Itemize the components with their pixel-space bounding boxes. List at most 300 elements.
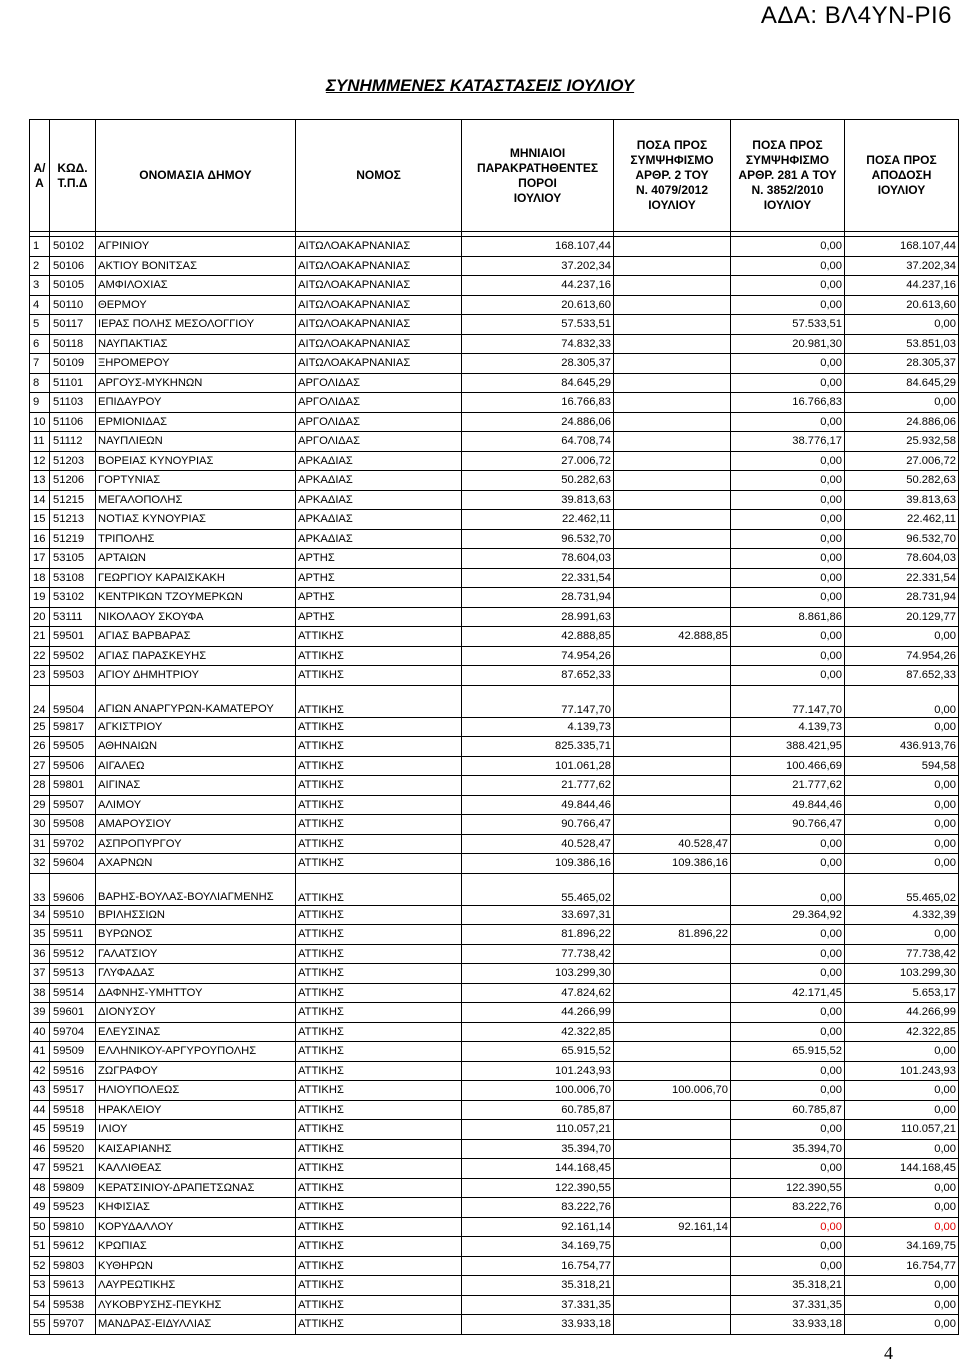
table-row [30, 1022, 959, 1042]
row-symps1: 42.888,85 [614, 627, 731, 647]
row-symps2: 0,00 [731, 295, 845, 315]
row-symps2: 0,00 [731, 451, 845, 471]
row-symps1 [614, 1237, 731, 1257]
row-kod: 53105 [50, 549, 96, 569]
row-nomos: ΑΡΚΑΔΙΑΣ [296, 471, 462, 491]
row-aa: 21 [30, 627, 50, 647]
row-aa: 3 [30, 276, 50, 296]
table-row [30, 568, 959, 588]
row-nomos: ΑΤΤΙΚΗΣ [296, 1315, 462, 1335]
row-aa: 19 [30, 588, 50, 608]
row-name: ΚΑΛΛΙΘΕΑΣ [96, 1159, 296, 1179]
table-row [30, 529, 959, 549]
row-name: ΗΡΑΚΛΕΙΟΥ [96, 1100, 296, 1120]
row-apodosi: 37.202,34 [845, 256, 959, 276]
row-apodosi: 78.604,03 [845, 549, 959, 569]
table-row [30, 607, 959, 627]
row-aa: 30 [30, 815, 50, 835]
row-kod: 59810 [50, 1217, 96, 1237]
row-kod: 51103 [50, 393, 96, 413]
row-monthly: 40.528,47 [462, 834, 614, 854]
row-monthly: 21.777,62 [462, 776, 614, 796]
row-name: ΚΕΡΑΤΣΙΝΙΟΥ-ΔΡΑΠΕΤΣΩΝΑΣ [96, 1178, 296, 1198]
row-name: ΤΡΙΠΟΛΗΣ [96, 529, 296, 549]
row-name: ΝΑΥΠΛΙΕΩΝ [96, 432, 296, 452]
row-symps1 [614, 964, 731, 984]
row-symps1 [614, 756, 731, 776]
table-row [30, 795, 959, 815]
row-symps1 [614, 795, 731, 815]
row-symps2: 0,00 [731, 549, 845, 569]
header-symps1: ΠΟΣΑ ΠΡΟΣ ΣΥΜΨΗΦΙΣΜΟ ΑΡΘΡ. 2 ΤΟΥ Ν. 4079/2012 ΙΟΥΛΙΟΥ [614, 120, 731, 232]
row-aa: 51 [30, 1237, 50, 1257]
table-row [30, 393, 959, 413]
row-apodosi: 42.322,85 [845, 1022, 959, 1042]
row-aa: 7 [30, 354, 50, 374]
row-name: ΕΛΛΗΝΙΚΟΥ-ΑΡΓΥΡΟΥΠΟΛΗΣ [96, 1042, 296, 1062]
row-symps2: 0,00 [731, 1081, 845, 1101]
row-symps1 [614, 373, 731, 393]
row-symps2: 60.785,87 [731, 1100, 845, 1120]
row-aa: 46 [30, 1139, 50, 1159]
row-kod: 59510 [50, 905, 96, 925]
row-apodosi: 0,00 [845, 1198, 959, 1218]
row-aa: 33 [30, 873, 50, 905]
row-symps1 [614, 1295, 731, 1315]
table-row [30, 1100, 959, 1120]
row-apodosi: 0,00 [845, 925, 959, 945]
row-aa: 6 [30, 334, 50, 354]
row-monthly: 87.652,33 [462, 666, 614, 686]
row-nomos: ΑΤΤΙΚΗΣ [296, 756, 462, 776]
row-nomos: ΑΡΤΗΣ [296, 549, 462, 569]
row-nomos: ΑΡΓΟΛΙΔΑΣ [296, 393, 462, 413]
row-symps1 [614, 568, 731, 588]
row-nomos: ΑΤΤΙΚΗΣ [296, 854, 462, 874]
row-apodosi: 168.107,44 [845, 237, 959, 257]
row-symps1 [614, 607, 731, 627]
row-apodosi: 0,00 [845, 393, 959, 413]
row-aa: 39 [30, 1003, 50, 1023]
row-apodosi: 50.282,63 [845, 471, 959, 491]
row-monthly: 57.533,51 [462, 315, 614, 335]
row-monthly: 24.886,06 [462, 412, 614, 432]
row-apodosi: 0,00 [845, 854, 959, 874]
row-kod: 59803 [50, 1256, 96, 1276]
row-apodosi: 25.932,58 [845, 432, 959, 452]
row-aa: 52 [30, 1256, 50, 1276]
table-body [30, 232, 959, 1335]
row-nomos: ΑΤΤΙΚΗΣ [296, 964, 462, 984]
row-symps1 [614, 432, 731, 452]
row-monthly: 20.613,60 [462, 295, 614, 315]
row-name: ΒΥΡΩΝΟΣ [96, 925, 296, 945]
row-nomos: ΑΙΤΩΛΟΑΚΑΡΝΑΝΙΑΣ [296, 334, 462, 354]
row-monthly: 28.305,37 [462, 354, 614, 374]
row-aa: 55 [30, 1315, 50, 1335]
row-symps2: 0,00 [731, 276, 845, 296]
row-kod: 59502 [50, 646, 96, 666]
row-apodosi: 0,00 [845, 815, 959, 835]
row-kod: 50102 [50, 237, 96, 257]
row-monthly: 92.161,14 [462, 1217, 614, 1237]
row-aa: 12 [30, 451, 50, 471]
row-aa: 47 [30, 1159, 50, 1179]
row-name: ΑΓΙΩΝ ΑΝΑΡΓΥΡΩΝ-ΚΑΜΑΤΕΡΟΥ [96, 685, 296, 717]
row-apodosi: 20.613,60 [845, 295, 959, 315]
row-apodosi: 44.237,16 [845, 276, 959, 296]
row-monthly: 22.331,54 [462, 568, 614, 588]
row-symps2: 388.421,95 [731, 737, 845, 757]
table-row [30, 666, 959, 686]
row-aa: 29 [30, 795, 50, 815]
row-nomos: ΑΤΤΙΚΗΣ [296, 1042, 462, 1062]
row-kod: 51213 [50, 510, 96, 530]
row-name: ΜΕΓΑΛΟΠΟΛΗΣ [96, 490, 296, 510]
row-apodosi: 103.299,30 [845, 964, 959, 984]
row-symps1 [614, 1120, 731, 1140]
row-symps2: 0,00 [731, 964, 845, 984]
row-monthly: 50.282,63 [462, 471, 614, 491]
row-apodosi: 39.813,63 [845, 490, 959, 510]
table-row [30, 471, 959, 491]
row-kod: 51112 [50, 432, 96, 452]
row-nomos: ΑΤΤΙΚΗΣ [296, 834, 462, 854]
table-row [30, 256, 959, 276]
row-apodosi: 20.129,77 [845, 607, 959, 627]
row-monthly: 42.888,85 [462, 627, 614, 647]
page-title: ΣΥΝΗΜΜΕΝΕΣ ΚΑΤΑΣΤΑΣΕΙΣ ΙΟΥΛΙΟΥ [325, 76, 635, 95]
row-symps1 [614, 1256, 731, 1276]
row-nomos: ΑΙΤΩΛΟΑΚΑΡΝΑΝΙΑΣ [296, 354, 462, 374]
row-symps2: 0,00 [731, 627, 845, 647]
table-row [30, 737, 959, 757]
row-aa: 42 [30, 1061, 50, 1081]
row-symps2: 100.466,69 [731, 756, 845, 776]
row-aa: 43 [30, 1081, 50, 1101]
row-symps1 [614, 1315, 731, 1335]
row-kod: 59509 [50, 1042, 96, 1062]
row-nomos: ΑΤΤΙΚΗΣ [296, 1178, 462, 1198]
row-apodosi: 74.954,26 [845, 646, 959, 666]
row-monthly: 122.390,55 [462, 1178, 614, 1198]
row-nomos: ΑΤΤΙΚΗΣ [296, 1003, 462, 1023]
row-monthly: 64.708,74 [462, 432, 614, 452]
table-row [30, 1276, 959, 1296]
row-monthly: 37.331,35 [462, 1295, 614, 1315]
row-apodosi: 0,00 [845, 834, 959, 854]
row-name: ΚΕΝΤΡΙΚΩΝ ΤΖΟΥΜΕΡΚΩΝ [96, 588, 296, 608]
table-row [30, 1295, 959, 1315]
row-symps1 [614, 393, 731, 413]
row-symps2: 35.318,21 [731, 1276, 845, 1296]
table-row [30, 964, 959, 984]
row-symps2: 0,00 [731, 1120, 845, 1140]
row-symps1 [614, 646, 731, 666]
row-symps2: 49.844,46 [731, 795, 845, 815]
row-symps1 [614, 412, 731, 432]
row-aa: 35 [30, 925, 50, 945]
table-row [30, 354, 959, 374]
table-row [30, 983, 959, 1003]
row-kod: 59817 [50, 717, 96, 737]
row-symps1 [614, 1159, 731, 1179]
row-name: ΝΑΥΠΑΚΤΙΑΣ [96, 334, 296, 354]
row-symps2: 20.981,30 [731, 334, 845, 354]
row-nomos: ΑΤΤΙΚΗΣ [296, 1081, 462, 1101]
row-apodosi: 0,00 [845, 315, 959, 335]
row-nomos: ΑΤΤΙΚΗΣ [296, 1022, 462, 1042]
row-symps1 [614, 256, 731, 276]
row-apodosi: 0,00 [845, 795, 959, 815]
row-monthly: 90.766,47 [462, 815, 614, 835]
row-kod: 50110 [50, 295, 96, 315]
row-kod: 59508 [50, 815, 96, 835]
row-name: ΖΩΓΡΑΦΟΥ [96, 1061, 296, 1081]
row-nomos: ΑΡΚΑΔΙΑΣ [296, 451, 462, 471]
row-name: ΓΟΡΤΥΝΙΑΣ [96, 471, 296, 491]
row-monthly: 101.243,93 [462, 1061, 614, 1081]
row-symps2: 0,00 [731, 354, 845, 374]
row-aa: 53 [30, 1276, 50, 1296]
row-symps1 [614, 451, 731, 471]
row-aa: 9 [30, 393, 50, 413]
row-monthly: 84.645,29 [462, 373, 614, 393]
row-nomos: ΑΤΤΙΚΗΣ [296, 1139, 462, 1159]
row-nomos: ΑΤΤΙΚΗΣ [296, 944, 462, 964]
row-nomos: ΑΡΤΗΣ [296, 568, 462, 588]
table-row [30, 1042, 959, 1062]
row-aa: 36 [30, 944, 50, 964]
row-apodosi: 0,00 [845, 1139, 959, 1159]
row-symps1: 40.528,47 [614, 834, 731, 854]
row-aa: 4 [30, 295, 50, 315]
row-symps1 [614, 490, 731, 510]
table-row [30, 685, 959, 717]
table-row [30, 1003, 959, 1023]
row-monthly: 60.785,87 [462, 1100, 614, 1120]
row-aa: 34 [30, 905, 50, 925]
row-kod: 59505 [50, 737, 96, 757]
row-name: ΕΛΕΥΣΙΝΑΣ [96, 1022, 296, 1042]
row-aa: 16 [30, 529, 50, 549]
row-aa: 50 [30, 1217, 50, 1237]
table-row [30, 1178, 959, 1198]
row-kod: 51219 [50, 529, 96, 549]
row-kod: 53108 [50, 568, 96, 588]
row-aa: 20 [30, 607, 50, 627]
row-name: ΗΛΙΟΥΠΟΛΕΩΣ [96, 1081, 296, 1101]
row-kod: 59506 [50, 756, 96, 776]
row-monthly: 35.394,70 [462, 1139, 614, 1159]
row-monthly: 33.933,18 [462, 1315, 614, 1335]
header-apodosi: ΠΟΣΑ ΠΡΟΣ ΑΠΟΔΟΣΗ ΙΟΥΛΙΟΥ [845, 120, 959, 232]
row-nomos: ΑΤΤΙΚΗΣ [296, 1159, 462, 1179]
row-kod: 59504 [50, 685, 96, 717]
row-symps2: 0,00 [731, 529, 845, 549]
row-monthly: 44.237,16 [462, 276, 614, 296]
row-symps2: 21.777,62 [731, 776, 845, 796]
table-row [30, 1081, 959, 1101]
row-name: ΑΙΓΙΝΑΣ [96, 776, 296, 796]
row-symps1 [614, 685, 731, 717]
table-row [30, 295, 959, 315]
table-row [30, 873, 959, 905]
row-aa: 54 [30, 1295, 50, 1315]
row-name: ΑΚΤΙΟΥ ΒΟΝΙΤΣΑΣ [96, 256, 296, 276]
row-symps1 [614, 1003, 731, 1023]
row-symps1 [614, 1276, 731, 1296]
row-kod: 59503 [50, 666, 96, 686]
row-monthly: 81.896,22 [462, 925, 614, 945]
row-monthly: 78.604,03 [462, 549, 614, 569]
row-symps2: 0,00 [731, 834, 845, 854]
table-row [30, 1256, 959, 1276]
row-nomos: ΑΤΤΙΚΗΣ [296, 1256, 462, 1276]
header-monthly: ΜΗΝΙΑΙΟΙ ΠΑΡΑΚΡΑΤΗΘΕΝΤΕΣ ΠΟΡΟΙ ΙΟΥΛΙΟΥ [462, 120, 614, 232]
row-kod: 59512 [50, 944, 96, 964]
row-kod: 59507 [50, 795, 96, 815]
row-aa: 14 [30, 490, 50, 510]
row-symps1 [614, 815, 731, 835]
row-symps1 [614, 1198, 731, 1218]
row-apodosi: 53.851,03 [845, 334, 959, 354]
table-row [30, 1159, 959, 1179]
row-apodosi: 96.532,70 [845, 529, 959, 549]
row-monthly: 168.107,44 [462, 237, 614, 257]
row-nomos: ΑΤΤΙΚΗΣ [296, 646, 462, 666]
row-name: ΛΥΚΟΒΡΥΣΗΣ-ΠΕΥΚΗΣ [96, 1295, 296, 1315]
row-symps1 [614, 276, 731, 296]
row-symps2: 0,00 [731, 944, 845, 964]
row-aa: 25 [30, 717, 50, 737]
row-symps2: 0,00 [731, 646, 845, 666]
row-symps1 [614, 237, 731, 257]
row-aa: 32 [30, 854, 50, 874]
row-symps2: 0,00 [731, 925, 845, 945]
row-apodosi: 28.731,94 [845, 588, 959, 608]
page-number: 4 [884, 1343, 893, 1363]
row-symps1 [614, 529, 731, 549]
row-monthly: 28.731,94 [462, 588, 614, 608]
row-kod: 59612 [50, 1237, 96, 1257]
table-row [30, 815, 959, 835]
row-aa: 8 [30, 373, 50, 393]
row-symps2: 77.147,70 [731, 685, 845, 717]
row-kod: 51101 [50, 373, 96, 393]
row-aa: 15 [30, 510, 50, 530]
row-apodosi: 0,00 [845, 1081, 959, 1101]
row-symps1 [614, 354, 731, 374]
row-symps2: 0,00 [731, 666, 845, 686]
row-kod: 59809 [50, 1178, 96, 1198]
row-monthly: 16.754,77 [462, 1256, 614, 1276]
header-name: ΟΝΟΜΑΣΙΑ ΔΗΜΟΥ [96, 120, 296, 232]
row-monthly: 77.738,42 [462, 944, 614, 964]
row-aa: 41 [30, 1042, 50, 1062]
row-monthly: 28.991,63 [462, 607, 614, 627]
row-symps1 [614, 588, 731, 608]
row-apodosi: 0,00 [845, 1100, 959, 1120]
row-symps1 [614, 1139, 731, 1159]
row-kod: 59801 [50, 776, 96, 796]
row-monthly: 96.532,70 [462, 529, 614, 549]
row-kod: 59513 [50, 964, 96, 984]
row-apodosi: 0,00 [845, 1315, 959, 1335]
row-kod: 59501 [50, 627, 96, 647]
row-name: ΓΑΛΑΤΣΙΟΥ [96, 944, 296, 964]
row-symps2: 29.364,92 [731, 905, 845, 925]
row-kod: 53111 [50, 607, 96, 627]
row-aa: 40 [30, 1022, 50, 1042]
row-aa: 23 [30, 666, 50, 686]
table-row [30, 646, 959, 666]
row-symps1 [614, 983, 731, 1003]
row-name: ΑΣΠΡΟΠΥΡΓΟΥ [96, 834, 296, 854]
row-aa: 2 [30, 256, 50, 276]
row-aa: 28 [30, 776, 50, 796]
row-kod: 59613 [50, 1276, 96, 1296]
row-nomos: ΑΙΤΩΛΟΑΚΑΡΝΑΝΙΑΣ [296, 237, 462, 257]
row-symps2: 0,00 [731, 1159, 845, 1179]
row-monthly: 37.202,34 [462, 256, 614, 276]
row-apodosi: 34.169,75 [845, 1237, 959, 1257]
table-row [30, 237, 959, 257]
table-row [30, 588, 959, 608]
row-symps1: 81.896,22 [614, 925, 731, 945]
table-row [30, 1061, 959, 1081]
row-monthly: 110.057,21 [462, 1120, 614, 1140]
row-name: ΒΑΡΗΣ-ΒΟΥΛΑΣ-ΒΟΥΛΙΑΓΜΕΝΗΣ [96, 873, 296, 905]
row-symps2: 0,00 [731, 1237, 845, 1257]
row-apodosi: 436.913,76 [845, 737, 959, 757]
row-apodosi: 24.886,06 [845, 412, 959, 432]
row-symps2: 0,00 [731, 510, 845, 530]
table-row [30, 627, 959, 647]
row-nomos: ΑΤΤΙΚΗΣ [296, 1061, 462, 1081]
row-symps2: 65.915,52 [731, 1042, 845, 1062]
row-symps1 [614, 315, 731, 335]
row-symps2: 0,00 [731, 854, 845, 874]
row-aa: 5 [30, 315, 50, 335]
row-name: ΘΕΡΜΟΥ [96, 295, 296, 315]
row-name: ΚΗΦΙΣΙΑΣ [96, 1198, 296, 1218]
table-row [30, 276, 959, 296]
row-nomos: ΑΤΤΙΚΗΣ [296, 737, 462, 757]
row-monthly: 39.813,63 [462, 490, 614, 510]
row-monthly: 100.006,70 [462, 1081, 614, 1101]
row-kod: 59523 [50, 1198, 96, 1218]
row-name: ΒΟΡΕΙΑΣ ΚΥΝΟΥΡΙΑΣ [96, 451, 296, 471]
row-kod: 50118 [50, 334, 96, 354]
row-nomos: ΑΡΚΑΔΙΑΣ [296, 490, 462, 510]
table-row [30, 1315, 959, 1335]
row-aa: 27 [30, 756, 50, 776]
row-nomos: ΑΤΤΙΚΗΣ [296, 1295, 462, 1315]
table-row [30, 1198, 959, 1218]
row-kod: 53102 [50, 588, 96, 608]
row-nomos: ΑΤΤΙΚΗΣ [296, 1276, 462, 1296]
row-nomos: ΑΙΤΩΛΟΑΚΑΡΝΑΝΙΑΣ [296, 256, 462, 276]
row-nomos: ΑΤΤΙΚΗΣ [296, 1217, 462, 1237]
row-symps2: 0,00 [731, 1022, 845, 1042]
row-monthly: 74.832,33 [462, 334, 614, 354]
row-name: ΜΑΝΔΡΑΣ-ΕΙΔΥΛΛΙΑΣ [96, 1315, 296, 1335]
table-row [30, 854, 959, 874]
row-apodosi: 22.331,54 [845, 568, 959, 588]
row-symps1 [614, 1178, 731, 1198]
table-row [30, 776, 959, 796]
